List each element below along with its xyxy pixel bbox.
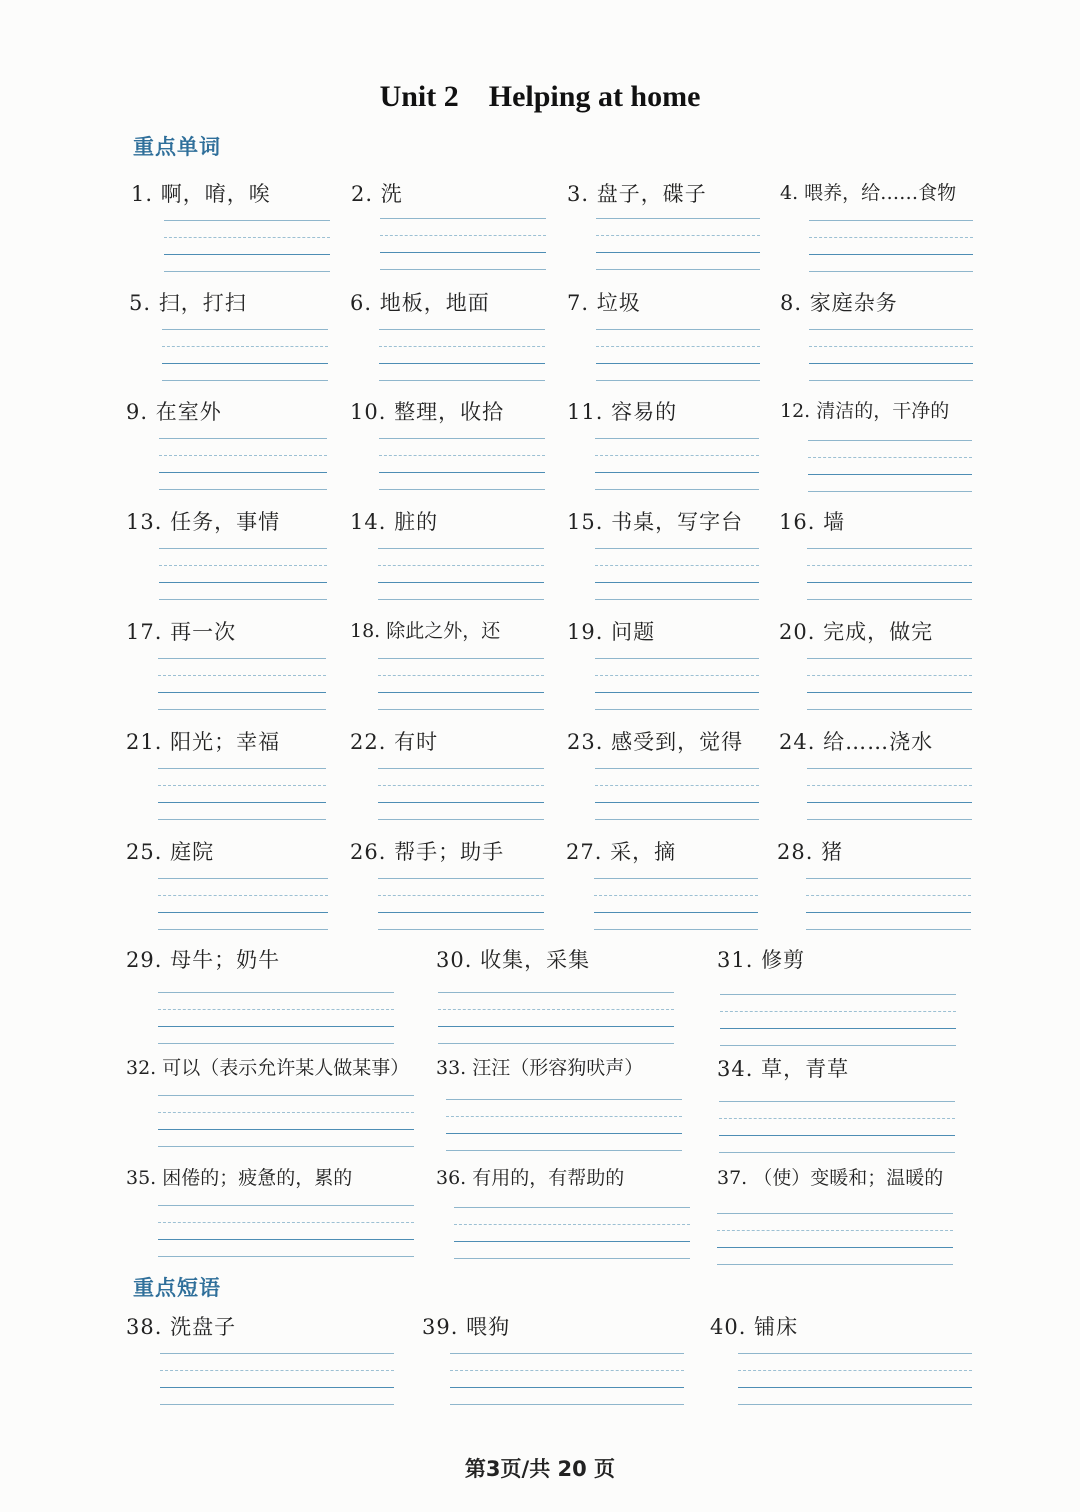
- word-prompt: 11. 容易的: [567, 400, 678, 424]
- section-heading-words: 重点单词: [133, 135, 221, 159]
- unit-name: Helping at home: [488, 80, 701, 113]
- word-prompt: 32. 可以（表示允许某人做某事）: [126, 1057, 410, 1079]
- word-prompt: 31. 修剪: [717, 948, 806, 972]
- word-prompt: 23. 感受到，觉得: [567, 730, 744, 754]
- word-prompt: 30. 收集，采集: [436, 948, 591, 972]
- word-prompt: 1. 啊，唷，唉: [131, 182, 271, 206]
- word-prompt: 24. 给……浇水: [779, 730, 934, 754]
- word-prompt: 18. 除此之外，还: [350, 620, 501, 642]
- section-heading-phrases: 重点短语: [133, 1276, 221, 1300]
- word-prompt: 17. 再一次: [126, 620, 237, 644]
- word-prompt: 9. 在室外: [126, 400, 222, 424]
- word-prompt: 19. 问题: [567, 620, 656, 644]
- word-prompt: 35. 困倦的；疲惫的，累的: [126, 1167, 353, 1189]
- word-prompt: 36. 有用的，有帮助的: [436, 1167, 625, 1189]
- word-prompt: 27. 采，摘: [566, 840, 677, 864]
- word-prompt: 2. 洗: [351, 182, 403, 206]
- word-prompt: 25. 庭院: [126, 840, 215, 864]
- word-prompt: 5. 扫，打扫: [129, 291, 247, 315]
- word-prompt: 26. 帮手；助手: [350, 840, 505, 864]
- word-prompt: 13. 任务，事情: [126, 510, 281, 534]
- word-prompt: 12. 清洁的，干净的: [780, 400, 950, 422]
- word-prompt: 15. 书桌，写字台: [567, 510, 744, 534]
- phrase-prompt: 38. 洗盘子: [126, 1315, 237, 1339]
- word-prompt: 33. 汪汪（形容狗吠声）: [436, 1057, 644, 1079]
- word-prompt: 8. 家庭杂务: [780, 291, 898, 315]
- word-prompt: 3. 盘子，碟子: [567, 182, 707, 206]
- word-prompt: 4. 喂养，给……食物: [780, 182, 957, 204]
- word-prompt: 20. 完成，做完: [779, 620, 934, 644]
- word-prompt: 37. （使）变暖和；温暖的: [717, 1167, 944, 1189]
- page-title: [0, 80, 1080, 114]
- word-prompt: 22. 有时: [350, 730, 439, 754]
- word-prompt: 16. 墙: [779, 510, 846, 534]
- word-prompt: 7. 垃圾: [567, 291, 641, 315]
- word-prompt: 29. 母牛；奶牛: [126, 948, 281, 972]
- word-prompt: 34. 草，青草: [717, 1057, 850, 1081]
- page-number: 第3页/共 20 页: [464, 1457, 616, 1481]
- word-prompt: 14. 脏的: [350, 510, 439, 534]
- unit-label: Unit 2: [379, 80, 459, 113]
- word-prompt: 21. 阳光；幸福: [126, 730, 281, 754]
- word-prompt: 10. 整理，收拾: [350, 400, 505, 424]
- phrase-prompt: 40. 铺床: [710, 1315, 799, 1339]
- word-prompt: 28. 猪: [777, 840, 844, 864]
- phrase-prompt: 39. 喂狗: [422, 1315, 511, 1339]
- word-prompt: 6. 地板，地面: [350, 291, 490, 315]
